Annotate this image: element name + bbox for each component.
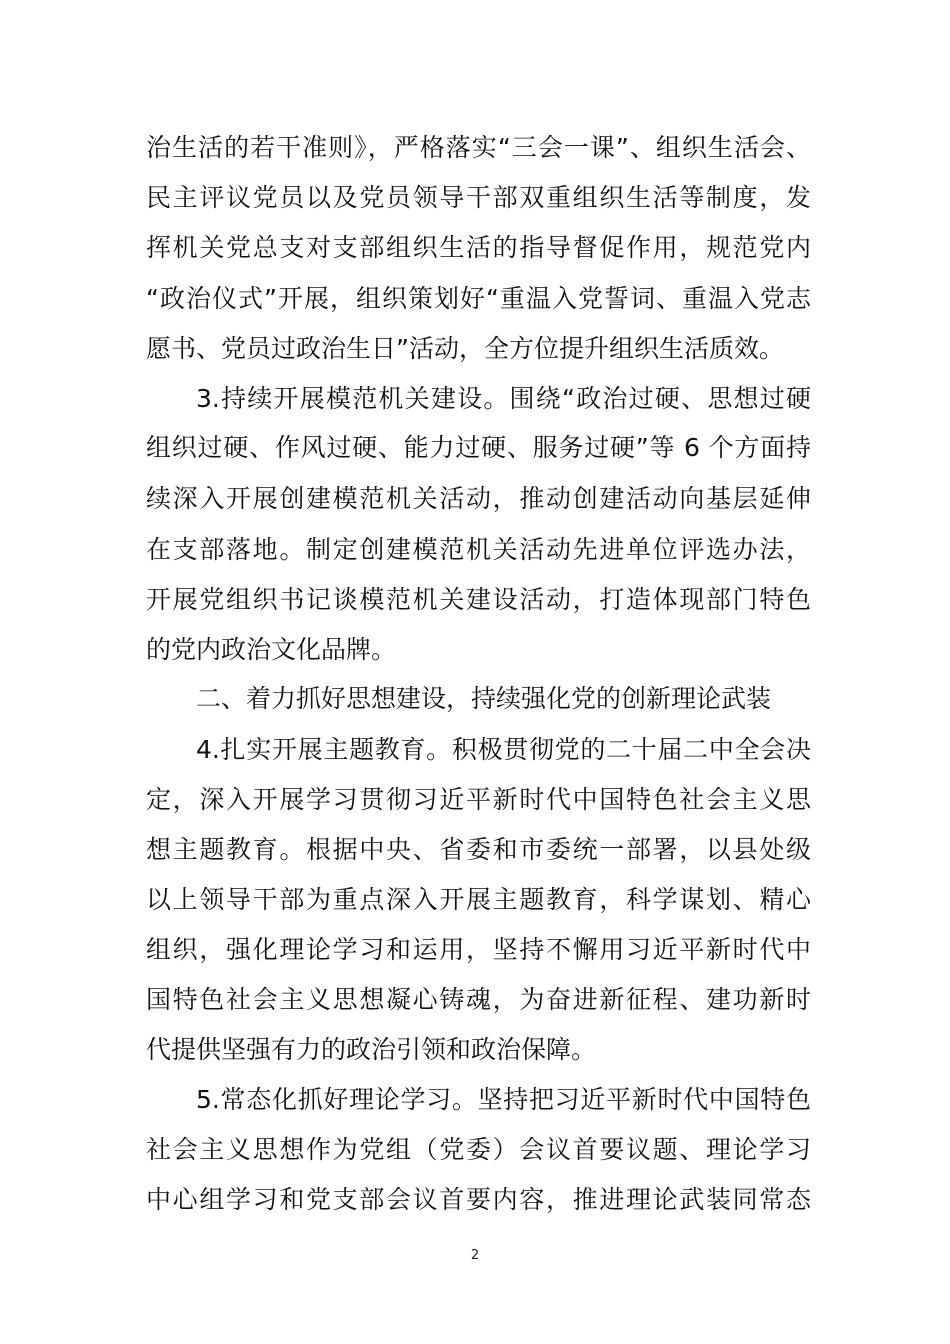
text-line: 民主评议党员以及党员领导干部双重组织生活等制度，发 <box>146 183 811 212</box>
text-line: 开展党组织书记谈模范机关建设活动，打造体现部门特色 <box>146 585 811 614</box>
text-line: 在支部落地。制定创建模范机关活动先进单位评选办法， <box>146 535 811 564</box>
paragraph-heading-5: 5.常态化抓好理论学习。坚持把习近平新时代中国特色 <box>196 1085 811 1114</box>
text-line: 定，深入开展学习贯彻习近平新时代中国特色社会主义思 <box>146 785 811 814</box>
paragraph-heading-4: 4.扎实开展主题教育。积极贯彻党的二十届二中全会决 <box>196 735 811 764</box>
text-line: 治生活的若干准则》，严格落实“三会一课”、组织生活会、 <box>146 133 811 162</box>
text-line: 中心组学习和党支部会议首要内容，推进理论武装同常态 <box>146 1185 811 1214</box>
paragraph-heading-3: 3.持续开展模范机关建设。围绕“政治过硬、思想过硬 <box>196 384 811 413</box>
text-line: 的党内政治文化品牌。 <box>146 635 397 664</box>
text-line: “政治仪式”开展，组织策划好“重温入党誓词、重温入党志 <box>146 284 811 313</box>
text-line: 国特色社会主义思想凝心铸魂，为奋进新征程、建功新时 <box>146 985 811 1014</box>
text-line: 愿书、党员过政治生日”活动，全方位提升组织生活质效。 <box>146 334 784 363</box>
text-line: 续深入开展创建模范机关活动，推动创建活动向基层延伸 <box>146 484 811 513</box>
page-number: 2 <box>470 1248 480 1263</box>
text-line: 以上领导干部为重点深入开展主题教育，科学谋划、精心 <box>146 885 811 914</box>
text-line: 社会主义思想作为党组（党委）会议首要议题、理论学习 <box>146 1135 811 1164</box>
text-line: 代提供坚强有力的政治引领和政治保障。 <box>146 1035 597 1064</box>
section-heading: 二、着力抓好思想建设，持续强化党的创新理论武装 <box>196 684 772 713</box>
text-line: 挥机关党总支对支部组织生活的指导督促作用，规范党内 <box>146 233 811 262</box>
text-line: 组织，强化理论学习和运用，坚持不懈用习近平新时代中 <box>146 935 811 964</box>
text-line: 组织过硬、作风过硬、能力过硬、服务过硬”等 6 个方面持 <box>146 433 811 462</box>
text-line: 想主题教育。根据中央、省委和市委统一部署，以县处级 <box>146 835 811 864</box>
